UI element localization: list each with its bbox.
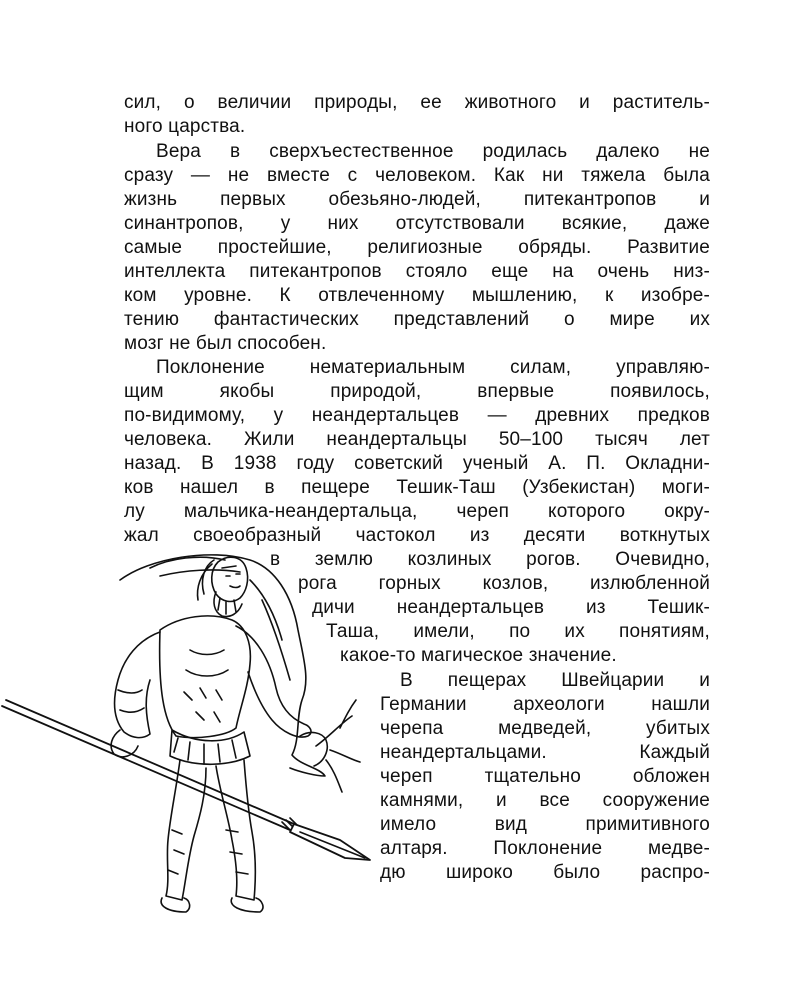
neanderthal-illustration [0, 540, 400, 920]
text-line: ков нашел в пещере Тешик-Таш (Узбекистан) моги- [124, 477, 710, 498]
text-line: ком уровне. К отвлеченному мышлению, к изобре- [124, 285, 710, 306]
text-line: череп тщательно обложен [380, 766, 710, 787]
text-line: дичи неандертальцев из Тешик- [312, 597, 710, 618]
text-line: имело вид примитивного [380, 814, 710, 835]
text-line: ного царства. [124, 116, 246, 137]
text-line: рога горных козлов, излюбленной [298, 573, 710, 594]
text-line: назад. В 1938 году советский ученый А. П. Окладни- [124, 453, 710, 474]
text-line: Германии археологи нашли [380, 694, 710, 715]
text-line: мозг не был способен. [124, 333, 327, 354]
text-line: в землю козлиных рогов. Очевидно, [270, 549, 710, 570]
text-line: жал своеобразный частокол из десяти воткнутых [124, 525, 710, 546]
text-line: Таша, имели, по их понятиям, [326, 621, 710, 642]
text-line: сил, о величии природы, ее животного и раститель- [124, 92, 710, 113]
text-line: лу мальчика-неандертальца, череп которого окру- [124, 501, 710, 522]
text-line: человека. Жили неандертальцы 50–100 тысяч лет [124, 429, 710, 450]
text-line: сразу — не вместе с человеком. Как ни тяжела была [124, 165, 710, 186]
text-line: черепа медведей, убитых [380, 718, 710, 739]
text-line: щим якобы природой, впервые появилось, [124, 381, 710, 402]
text-line: по-видимому, у неандертальцев — древних предков [124, 405, 710, 426]
text-line: дю широко было распро- [380, 862, 710, 883]
text-line: тению фантастических представлений о мире их [124, 309, 710, 330]
head-icon [212, 557, 248, 601]
text-line: самые простейшие, религиозные обряды. Развитие [124, 237, 710, 258]
text-line: интеллекта питекантропов стояло еще на очень низ- [124, 261, 710, 282]
text-line: Вера в сверхъестественное родилась далеко не [156, 141, 710, 162]
text-line: В пещерах Швейцарии и [400, 670, 710, 691]
text-line: синантропов, у них отсутствовали всякие, даже [124, 213, 710, 234]
text-line: неандертальцами. Каждый [380, 742, 710, 763]
text-line: Поклонение нематериальным силам, управляю- [156, 357, 710, 378]
text-line: алтаря. Поклонение медве- [380, 838, 710, 859]
arm-icon [115, 632, 160, 738]
text-line: камнями, и все сооружение [380, 790, 710, 811]
text-line: жизнь первых обезьяно-людей, питекантропов и [124, 189, 710, 210]
goat-icon [120, 555, 325, 776]
text-line: какое-то магическое значение. [340, 645, 617, 666]
